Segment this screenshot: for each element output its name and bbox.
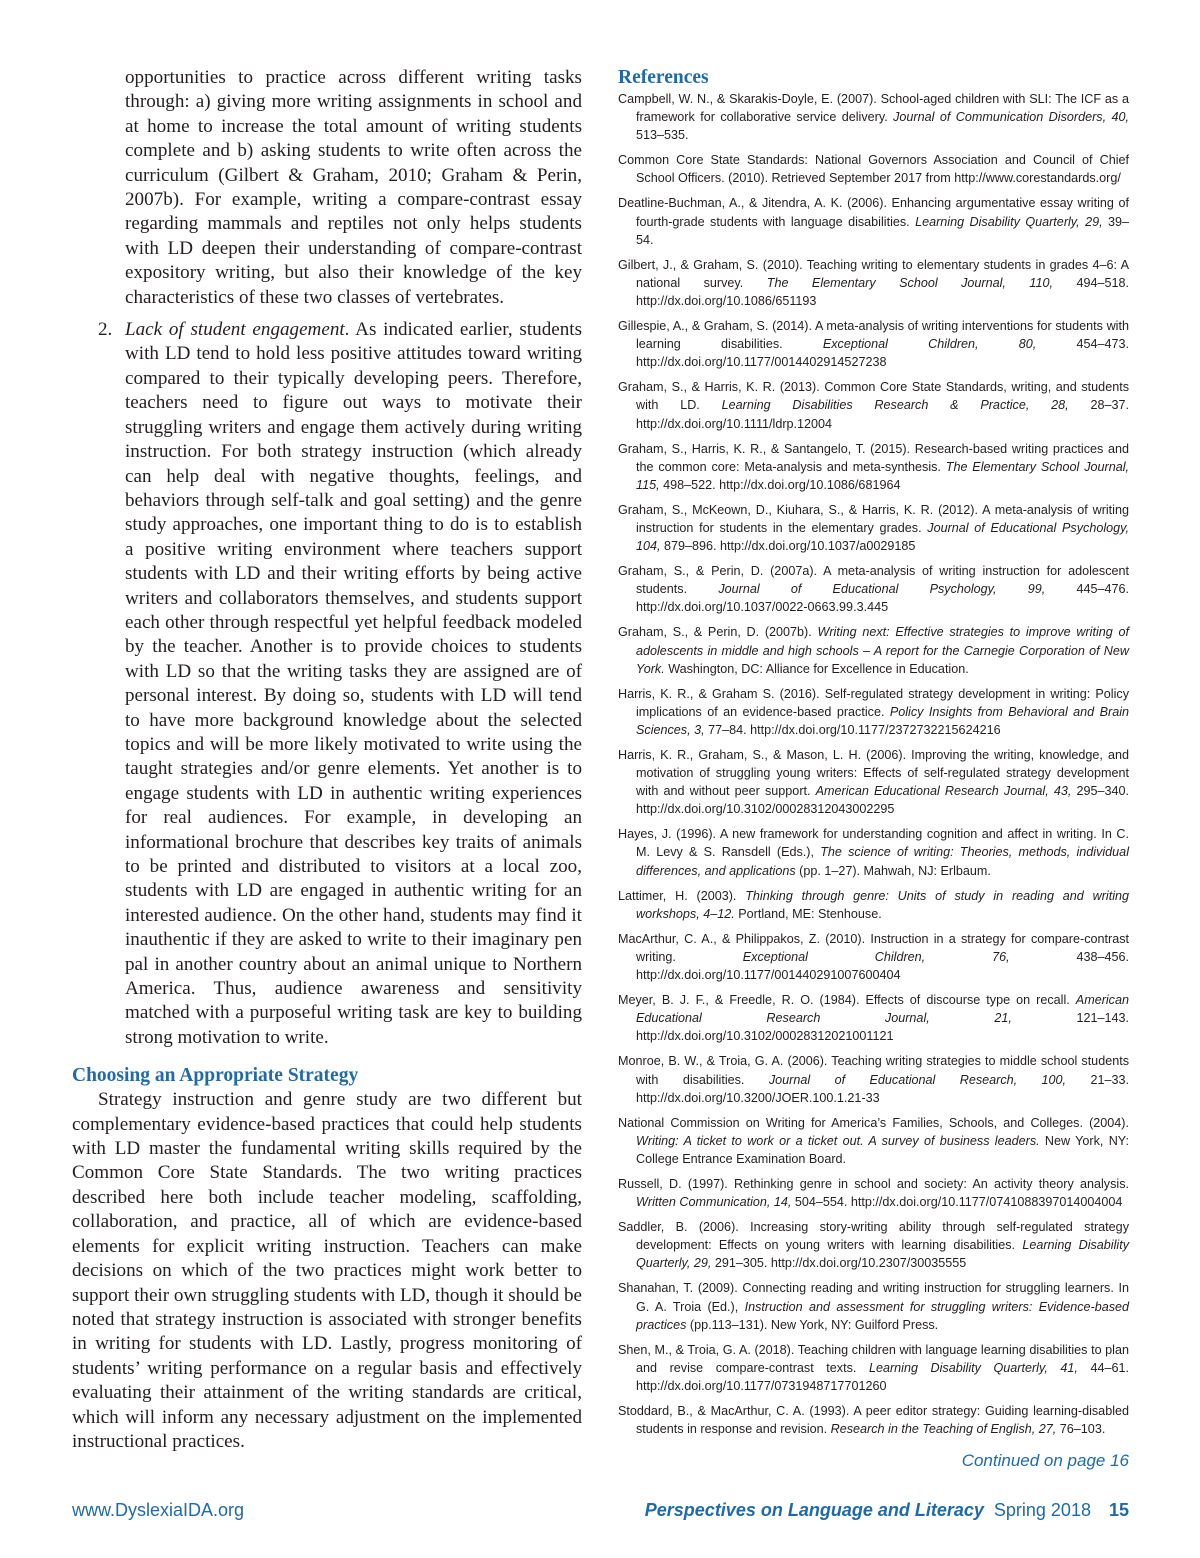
continued-note: Continued on page 16 [961, 1451, 1129, 1470]
footer-website[interactable]: www.DyslexiaIDA.org [72, 1500, 245, 1520]
reference-list [618, 90, 1129, 1438]
reference-item: Shen, M., & Troia, G. A. (2018). Teaching children with language learning disabilities to plan and revise compare-contrast texts. Learning Disability Quarterly, 41, 44–61. http://dx.doi.org/10.1177/0731948717701260 [618, 1342, 1130, 1393]
reference-item: Common Core State Standards: National Governors Association and Council of Chief School Officers. (2010). Retrieved September 2017 from http://www.corestandards.org/ [618, 153, 1129, 186]
reference-item: Meyer, B. J. F., & Freedle, R. O. (1984). Effects of discourse type on recall. American Educational Research Journal, 21, 121–143. http://dx.doi.org/10.3102/00028312021001121 [618, 993, 1129, 1044]
footer-publication [645, 1500, 1129, 1521]
reference-item: Harris, K. R., & Graham S. (2016). Self-regulated strategy development in writing: Policy implications of an evidence-based practice. Policy Insights from Behavioral and Brain Sciences, 3, 77–84. http://dx.doi.org/10.1177/2372732215624216 [618, 686, 1129, 737]
reference-item: Russell, D. (1997). Rethinking genre in school and society: An activity theory analysis. Written Communication, 14, 504–554. http://dx.doi.org/10.1177/0741088397014004004 [618, 1176, 1129, 1210]
footer-journal: Perspectives on Language and Literacy [644, 1500, 984, 1520]
reference-item: Gillespie, A., & Graham, S. (2014). A meta-analysis of writing interventions for students with learning disabilities. Exceptional Children, 80, 454–473. http://dx.doi.org/10.1177/0014402914527238 [618, 319, 1130, 370]
reference-item: Stoddard, B., & MacArthur, C. A. (1993). A peer editor strategy: Guiding learning-disabled students in response and revision. Research in the Teaching of English, 27, 76–103. [618, 1404, 1129, 1437]
reference-item: Gilbert, J., & Graham, S. (2010). Teaching writing to elementary students in grades 4–6: A national survey. The Elementary School Journal, 110, 494–518. http://dx.doi.org/10.1086/651193 [618, 257, 1129, 308]
reference-item: Lattimer, H. (2003). Thinking through genre: Units of study in reading and writing workshops, 4–12. Portland, ME: Stenhouse. [618, 888, 1130, 921]
footer-issue: Spring 2018 [993, 1500, 1091, 1520]
reference-item: Hayes, J. (1996). A new framework for understanding cognition and affect in writing. In C. M. Levy & S. Ransdell (Eds.), The science of writing: Theories, methods, individual differences, and applications (pp. 1–27). Mahwah, NJ: Erlbaum. [618, 827, 1129, 878]
item-title: Lack of student engagement [125, 319, 345, 341]
reference-item: Graham, S., & Harris, K. R. (2013). Common Core State Standards, writing, and students with LD. Learning Disabilities Research & Practice, 28, 28–37. http://dx.doi.org/10.1111/ldrp.12004 [618, 380, 1129, 431]
item-number: 2. [98, 319, 113, 341]
section-heading: Choosing an Appropriate Strategy [72, 1065, 359, 1087]
reference-item: Graham, S., & Perin, D. (2007b). Writing next: Effective strategies to improve writing of adolescents in middle and high schools – A report for the Carnegie Corporation of New York. Washington, DC: Alliance for Excellence in Education. [618, 625, 1129, 676]
reference-item: National Commission on Writing for America’s Families, Schools, and Colleges. (2004). Writing: A ticket to work or a ticket out. A survey of business leaders. New York, NY: College Entrance Examination Board. [618, 1115, 1130, 1166]
body-paragraph-continued: opportunities to practice across different writing tasks through: a) giving more writing assignments in school and at home to increase the total amount of writing students complete and b) asking students to write often across the curriculum (Gilbert & Graham, 2010; Graham & Perin, 2007b). For example, writing a compare-contrast essay regarding mammals and reptiles not only helps students with LD deepen their understanding of compare-contrast expository writing, but also their knowledge of the key characteristics of these two classes of vertebrates. [125, 67, 582, 308]
reference-item: Graham, S., McKeown, D., Kiuhara, S., & Harris, K. R. (2012). A meta-analysis of writing instruction for students in the elementary grades. Journal of Educational Psychology, 104, 879–896. http://dx.doi.org/10.1037/a0029185 [618, 502, 1129, 554]
reference-item: Shanahan, T. (2009). Connecting reading and writing instruction for struggling learners. In G. A. Troia (Ed.), Instruction and assessment for struggling writers: Evidence-based practices (pp.113–131). New York, NY: Guilford Press. [618, 1281, 1130, 1332]
numbered-item-2 [72, 318, 582, 1050]
reference-item: Graham, S., Harris, K. R., & Santangelo, T. (2015). Research-based writing practices and the common core: Meta-analysis and meta-synthesis. The Elementary School Journal, 115, 498–522. http://dx.doi.org/10.1086/681964 [618, 441, 1130, 492]
references-column [618, 66, 1129, 1445]
reference-item: Monroe, B. W., & Troia, G. A. (2006). Teaching writing strategies to middle school students with disabilities. Journal of Educational Research, 100, 21–33. http://dx.doi.org/10.3200/JOER.100.1.21-33 [618, 1054, 1130, 1105]
reference-item: Harris, K. R., Graham, S., & Mason, L. H. (2006). Improving the writing, knowledge, and motivation of struggling young writers: Effects of self-regulated strategy development with and without peer support. American Educational Research Journal, 43, 295–340. http://dx.doi.org/10.3102/00028312043002295 [618, 748, 1129, 817]
reference-item: Campbell, W. N., & Skarakis-Doyle, E. (2007). School-aged children with SLI: The ICF as a framework for collaborative service delivery. Journal of Communication Disorders, 40, 513–535. [618, 92, 1129, 143]
body-paragraph: Strategy instruction and genre study are two different but complementary evidence-based practices that could help students with LD master the fundamental writing skills required by the Common Core State Standards. The two writing practices described here both include teacher modeling, scaffolding, collaboration, and practice, all of which are evidence-based elements for explicit writing instruction. Teachers can make decisions on which of the two practices might work better to support their own struggling students with LD, though it should be noted that strategy instruction is associated with stronger benefits in writing for students with LD. Lastly, progress monitoring of students’ writing performance on a regular basis and effectively evaluating their attainment of the writing standards are critical, which will inform any necessary adjustment on the implemented instructional practices. [72, 1089, 582, 1452]
page-number: 15 [1108, 1500, 1129, 1520]
item-text: . As indicated earlier, students with LD tend to hold less positive attitudes toward writing compared to their typically developing peers. Therefore, teachers need to figure out ways to motivate their struggling writers and engage them actively during writing instruction. For both strategy instruction (which already can help deal with negative thoughts, feelings, and behaviors through self-talk and goal setting) and the genre study approaches, one important thing to do is to establish a positive writing environment where teachers support students with LD and their writing efforts by being active writers and collaborators themselves, and students support each other through respectful yet helpful feedback modeled by the teacher. Another is to provide choices to students with LD so that the writing tasks they are assigned are of personal interest. By doing so, students with LD will tend to have more background knowledge about the selected topics and will be more likely motivated to write using the taught strategies and/or genre elements. Yet another is to engage students with LD in authentic writing experiences for real audiences. For example, in developing an informational brochure that describes key traits of animals to be printed and distributed to visitors at a local zoo, students with LD are engaged in authentic writing for an interested audience. On the other hand, students may find it inauthentic if they are asked to write to their imaginary pen pal in another country about an animal unique to Northern America. Thus, audience awareness and sensitivity matched with a purposeful writing task are key to building strong motivation to write. [125, 319, 582, 1048]
left-column [72, 66, 582, 1454]
reference-item: Graham, S., & Perin, D. (2007a). A meta-analysis of writing instruction for adolescent students. Journal of Educational Psychology, 99, 445–476. http://dx.doi.org/10.1037/0022-0663.99.3.445 [618, 564, 1130, 615]
reference-item: Saddler, B. (2006). Increasing story-writing ability through self-regulated strategy development: Effects on young writers with learning disabilities. Learning Disability Quarterly, 29, 291–305. http://dx.doi.org/10.2307/30035555 [618, 1220, 1129, 1271]
reference-item: Deatline-Buchman, A., & Jitendra, A. K. (2006). Enhancing argumentative essay writing of fourth-grade students with language disabilities. Learning Disability Quarterly, 29, 39–54. [618, 196, 1130, 247]
references-heading: References [618, 67, 709, 88]
reference-item: MacArthur, C. A., & Philippakos, Z. (2010). Instruction in a strategy for compare-contrast writing. Exceptional Children, 76, 438–456. http://dx.doi.org/10.1177/001440291007600404 [618, 931, 1129, 983]
